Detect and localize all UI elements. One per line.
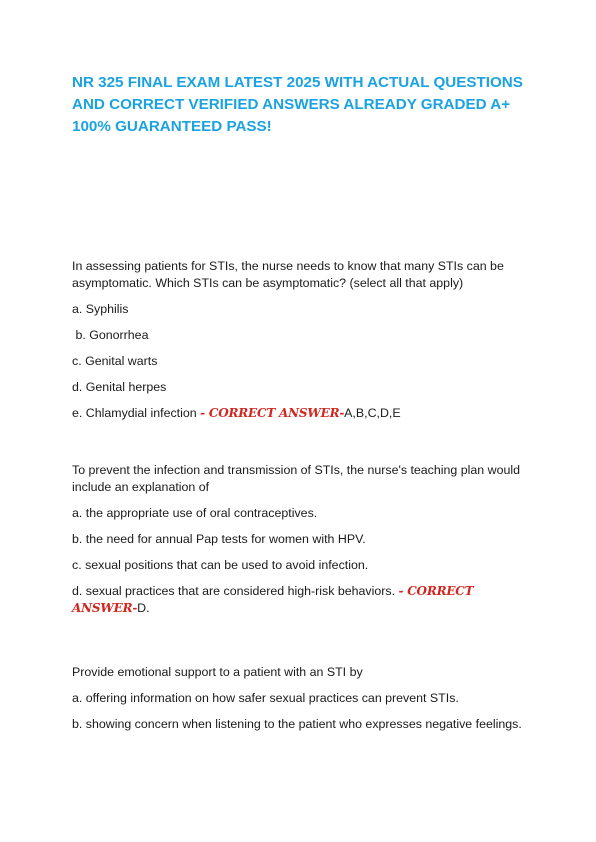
answer-option-with-answer xyxy=(72,583,522,617)
option-text: e. Chlamydial infection xyxy=(72,406,201,420)
answer-option: b. the need for annual Pap tests for women with HPV. xyxy=(72,532,366,546)
correct-answer-value: A,B,C,D,E xyxy=(344,406,401,420)
question-stem: In assessing patients for STIs, the nurse needs to know that many STIs can be asymptomatic. Which STIs can be asymptomatic? (select all that apply) xyxy=(72,259,504,290)
answer-option: a. Syphilis xyxy=(72,302,129,316)
answer-option: b. showing concern when listening to the patient who expresses negative feelings. xyxy=(72,717,522,731)
correct-answer-marker: - CORRECT ANSWER- xyxy=(72,584,474,615)
question-1 xyxy=(72,258,522,431)
question-stem: Provide emotional support to a patient with an STI by xyxy=(72,665,363,679)
question-stem: To prevent the infection and transmission of STIs, the nurse's teaching plan would include an explanation of xyxy=(72,463,520,494)
answer-option-with-answer xyxy=(72,405,522,422)
question-3 xyxy=(72,664,522,742)
answer-option: a. offering information on how safer sexual practices can prevent STIs. xyxy=(72,691,459,705)
answer-option: d. Genital herpes xyxy=(72,380,167,394)
document-title: NR 325 FINAL EXAM LATEST 2025 WITH ACTUAL QUESTIONS AND CORRECT VERIFIED ANSWERS ALREADY GRADED A+ 100% GUARANTEED PASS! xyxy=(72,74,523,135)
correct-answer-marker: - CORRECT ANSWER- xyxy=(200,406,345,420)
question-2 xyxy=(72,462,522,626)
answer-option: c. sexual positions that can be used to avoid infection. xyxy=(72,558,369,572)
answer-option: a. the appropriate use of oral contraceptives. xyxy=(72,506,318,520)
option-text: d. sexual practices that are considered high-risk behaviors. xyxy=(72,584,399,598)
answer-option: c. Genital warts xyxy=(72,354,158,368)
correct-answer-value: D. xyxy=(137,601,150,615)
answer-option: b. Gonorrhea xyxy=(72,328,149,342)
